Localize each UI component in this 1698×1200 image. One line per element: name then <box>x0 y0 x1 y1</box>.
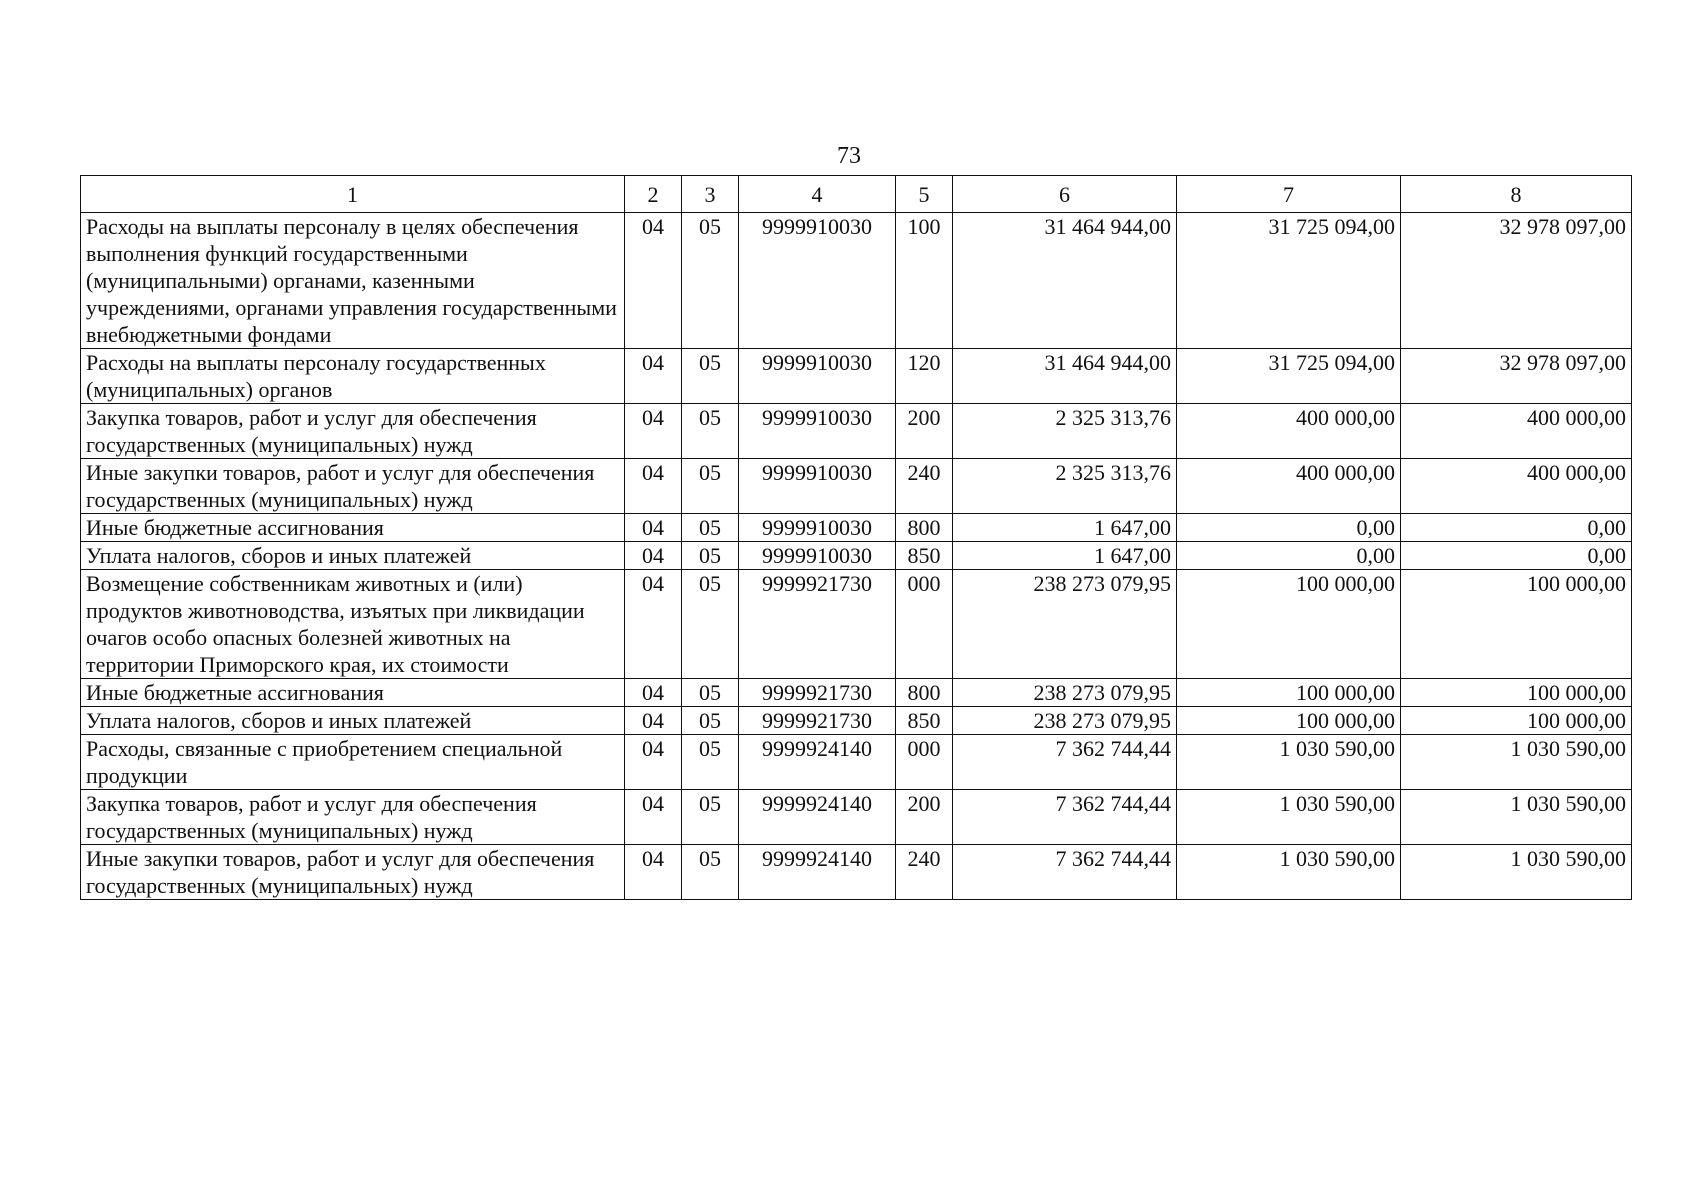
section-code: 04 <box>625 542 682 570</box>
amount-col-7: 100 000,00 <box>1177 679 1401 707</box>
header-col-7: 7 <box>1177 176 1401 213</box>
table-row <box>81 570 1632 679</box>
expense-name: Иные закупки товаров, работ и услуг для обеспечения государственных (муниципальных) нужд <box>81 459 625 514</box>
amount-col-8: 32 978 097,00 <box>1401 213 1632 349</box>
target-article-code: 9999924140 <box>739 735 896 790</box>
section-code: 04 <box>625 707 682 735</box>
subsection-code: 05 <box>682 404 739 459</box>
amount-col-6: 238 273 079,95 <box>953 570 1177 679</box>
table-row <box>81 707 1632 735</box>
expense-type-code: 000 <box>896 570 953 679</box>
header-row <box>81 176 1632 213</box>
header-col-8: 8 <box>1401 176 1632 213</box>
header-col-4: 4 <box>739 176 896 213</box>
page-number: 73 <box>837 143 861 169</box>
header-col-3: 3 <box>682 176 739 213</box>
table-row <box>81 735 1632 790</box>
table-row <box>81 542 1632 570</box>
amount-col-8: 400 000,00 <box>1401 459 1632 514</box>
amount-col-8: 400 000,00 <box>1401 404 1632 459</box>
expense-name: Иные бюджетные ассигнования <box>81 514 625 542</box>
amount-col-7: 0,00 <box>1177 514 1401 542</box>
section-code: 04 <box>625 845 682 900</box>
amount-col-7: 100 000,00 <box>1177 570 1401 679</box>
expense-name: Закупка товаров, работ и услуг для обеспечения государственных (муниципальных) нужд <box>81 790 625 845</box>
target-article-code: 9999924140 <box>739 790 896 845</box>
expense-name: Расходы на выплаты персоналу государственных (муниципальных) органов <box>81 349 625 404</box>
table-row <box>81 514 1632 542</box>
table-row <box>81 459 1632 514</box>
amount-col-7: 1 030 590,00 <box>1177 845 1401 900</box>
target-article-code: 9999924140 <box>739 845 896 900</box>
section-code: 04 <box>625 404 682 459</box>
target-article-code: 9999910030 <box>739 404 896 459</box>
amount-col-8: 0,00 <box>1401 514 1632 542</box>
amount-col-8: 100 000,00 <box>1401 707 1632 735</box>
amount-col-6: 7 362 744,44 <box>953 845 1177 900</box>
amount-col-7: 1 030 590,00 <box>1177 735 1401 790</box>
expense-name: Расходы, связанные с приобретением специальной продукции <box>81 735 625 790</box>
header-col-1: 1 <box>81 176 625 213</box>
expense-name: Возмещение собственникам животных и (или) продуктов животноводства, изъятых при ликвидации очагов особо опасных болезней животных на территории Приморского края, их стоимости <box>81 570 625 679</box>
amount-col-6: 2 325 313,76 <box>953 459 1177 514</box>
expense-name: Иные закупки товаров, работ и услуг для обеспечения государственных (муниципальных) нужд <box>81 845 625 900</box>
expense-type-code: 800 <box>896 679 953 707</box>
expense-type-code: 800 <box>896 514 953 542</box>
subsection-code: 05 <box>682 514 739 542</box>
expense-type-code: 850 <box>896 707 953 735</box>
header-col-5: 5 <box>896 176 953 213</box>
target-article-code: 9999910030 <box>739 459 896 514</box>
section-code: 04 <box>625 679 682 707</box>
amount-col-8: 1 030 590,00 <box>1401 845 1632 900</box>
amount-col-8: 1 030 590,00 <box>1401 790 1632 845</box>
amount-col-6: 7 362 744,44 <box>953 735 1177 790</box>
subsection-code: 05 <box>682 790 739 845</box>
amount-col-7: 31 725 094,00 <box>1177 213 1401 349</box>
expense-type-code: 240 <box>896 459 953 514</box>
table-row <box>81 213 1632 349</box>
amount-col-6: 7 362 744,44 <box>953 790 1177 845</box>
section-code: 04 <box>625 735 682 790</box>
subsection-code: 05 <box>682 707 739 735</box>
expense-name: Уплата налогов, сборов и иных платежей <box>81 707 625 735</box>
amount-col-8: 100 000,00 <box>1401 570 1632 679</box>
target-article-code: 9999921730 <box>739 707 896 735</box>
expense-type-code: 100 <box>896 213 953 349</box>
header-col-2: 2 <box>625 176 682 213</box>
section-code: 04 <box>625 459 682 514</box>
subsection-code: 05 <box>682 542 739 570</box>
table-row <box>81 845 1632 900</box>
expense-name: Расходы на выплаты персоналу в целях обеспечения выполнения функций государственными (муниципальными) органами, казенными учреждениями, органами управления государственными внебюджетными фондами <box>81 213 625 349</box>
amount-col-6: 1 647,00 <box>953 514 1177 542</box>
amount-col-6: 1 647,00 <box>953 542 1177 570</box>
section-code: 04 <box>625 570 682 679</box>
target-article-code: 9999921730 <box>739 679 896 707</box>
section-code: 04 <box>625 790 682 845</box>
amount-col-8: 1 030 590,00 <box>1401 735 1632 790</box>
expense-type-code: 240 <box>896 845 953 900</box>
amount-col-6: 31 464 944,00 <box>953 213 1177 349</box>
amount-col-7: 400 000,00 <box>1177 404 1401 459</box>
table-row <box>81 790 1632 845</box>
expense-type-code: 000 <box>896 735 953 790</box>
amount-col-7: 100 000,00 <box>1177 707 1401 735</box>
subsection-code: 05 <box>682 349 739 404</box>
amount-col-7: 31 725 094,00 <box>1177 349 1401 404</box>
subsection-code: 05 <box>682 213 739 349</box>
amount-col-7: 0,00 <box>1177 542 1401 570</box>
table-row <box>81 679 1632 707</box>
amount-col-7: 400 000,00 <box>1177 459 1401 514</box>
target-article-code: 9999910030 <box>739 213 896 349</box>
target-article-code: 9999910030 <box>739 514 896 542</box>
subsection-code: 05 <box>682 570 739 679</box>
target-article-code: 9999910030 <box>739 349 896 404</box>
amount-col-6: 238 273 079,95 <box>953 707 1177 735</box>
subsection-code: 05 <box>682 679 739 707</box>
section-code: 04 <box>625 349 682 404</box>
expense-name: Иные бюджетные ассигнования <box>81 679 625 707</box>
table-row <box>81 404 1632 459</box>
expense-name: Уплата налогов, сборов и иных платежей <box>81 542 625 570</box>
amount-col-6: 31 464 944,00 <box>953 349 1177 404</box>
expense-type-code: 850 <box>896 542 953 570</box>
expense-type-code: 200 <box>896 790 953 845</box>
expense-name: Закупка товаров, работ и услуг для обеспечения государственных (муниципальных) нужд <box>81 404 625 459</box>
expense-type-code: 120 <box>896 349 953 404</box>
table-row <box>81 349 1632 404</box>
subsection-code: 05 <box>682 735 739 790</box>
target-article-code: 9999910030 <box>739 542 896 570</box>
subsection-code: 05 <box>682 459 739 514</box>
budget-table <box>80 175 1632 900</box>
amount-col-7: 1 030 590,00 <box>1177 790 1401 845</box>
subsection-code: 05 <box>682 845 739 900</box>
section-code: 04 <box>625 514 682 542</box>
target-article-code: 9999921730 <box>739 570 896 679</box>
amount-col-8: 32 978 097,00 <box>1401 349 1632 404</box>
amount-col-6: 2 325 313,76 <box>953 404 1177 459</box>
amount-col-6: 238 273 079,95 <box>953 679 1177 707</box>
expense-type-code: 200 <box>896 404 953 459</box>
section-code: 04 <box>625 213 682 349</box>
header-col-6: 6 <box>953 176 1177 213</box>
amount-col-8: 0,00 <box>1401 542 1632 570</box>
amount-col-8: 100 000,00 <box>1401 679 1632 707</box>
